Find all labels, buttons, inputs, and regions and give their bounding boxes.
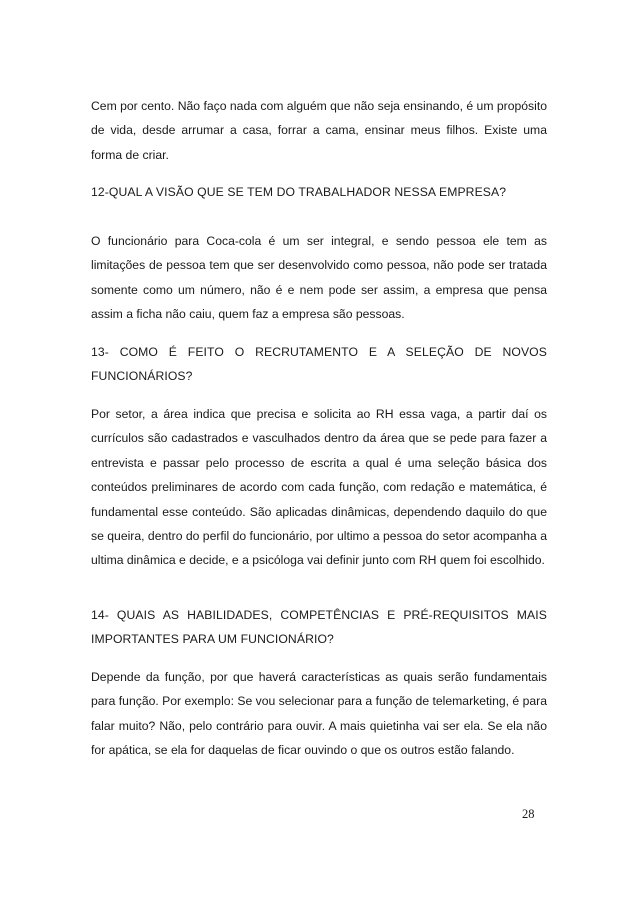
answer-12-paragraph: O funcionário para Coca-cola é um ser integral, e sendo pessoa ele tem as limitações de pessoa tem que ser desenvolvido como pessoa, não pode ser tratada somente como um número, não é e nem pode ser assim, a empresa que pensa assim a ficha não caiu, quem faz a empresa são pessoas.	[91, 234, 547, 322]
question-13-heading: 13- COMO É FEITO O RECRUTAMENTO E A SELEÇÃO DE NOVOS FUNCIONÁRIOS?	[91, 345, 547, 384]
page-number: 28	[522, 807, 535, 821]
answer-13-paragraph: Por setor, a área indica que precisa e solicita ao RH essa vaga, a partir daí os currículos são cadastrados e vasculhados dentro da área que se pede para fazer a entrevista e passar pelo processo de escrita a qual é uma seleção básica dos conteúdos preliminares de acordo com cada função, com redação e matemática, é fundamental esse conteúdo. São aplicadas dinâmicas, dependendo daquilo do que se queira, dentro do perfil do funcionário, por ultimo a pessoa do setor acompanha a ultima dinâmica e decide, e a psicóloga vai definir junto com RH quem foi escolhido.	[91, 407, 547, 568]
paragraph-intro: Cem por cento. Não faço nada com alguém que não seja ensinando, é um propósito de vida, desde arrumar a casa, forrar a cama, ensinar meus filhos. Existe uma forma de criar.	[91, 99, 547, 162]
question-14-heading: 14- QUAIS AS HABILIDADES, COMPETÊNCIAS E PRÉ-REQUISITOS MAIS IMPORTANTES PARA UM FUNCIONÁRIO?	[91, 608, 547, 647]
question-12-heading: 12-QUAL A VISÃO QUE SE TEM DO TRABALHADOR NESSA EMPRESA?	[91, 185, 507, 199]
answer-14-paragraph: Depende da função, por que haverá características as quais serão fundamentais para função. Por exemplo: Se vou selecionar para a função de telemarketing, é para falar muito? Não, pelo contrário para ouvir. A mais quietinha vai ser ela. Se ela não for apática, se ela for daquelas de ficar ouvindo o que os outros estão falando.	[91, 670, 547, 758]
